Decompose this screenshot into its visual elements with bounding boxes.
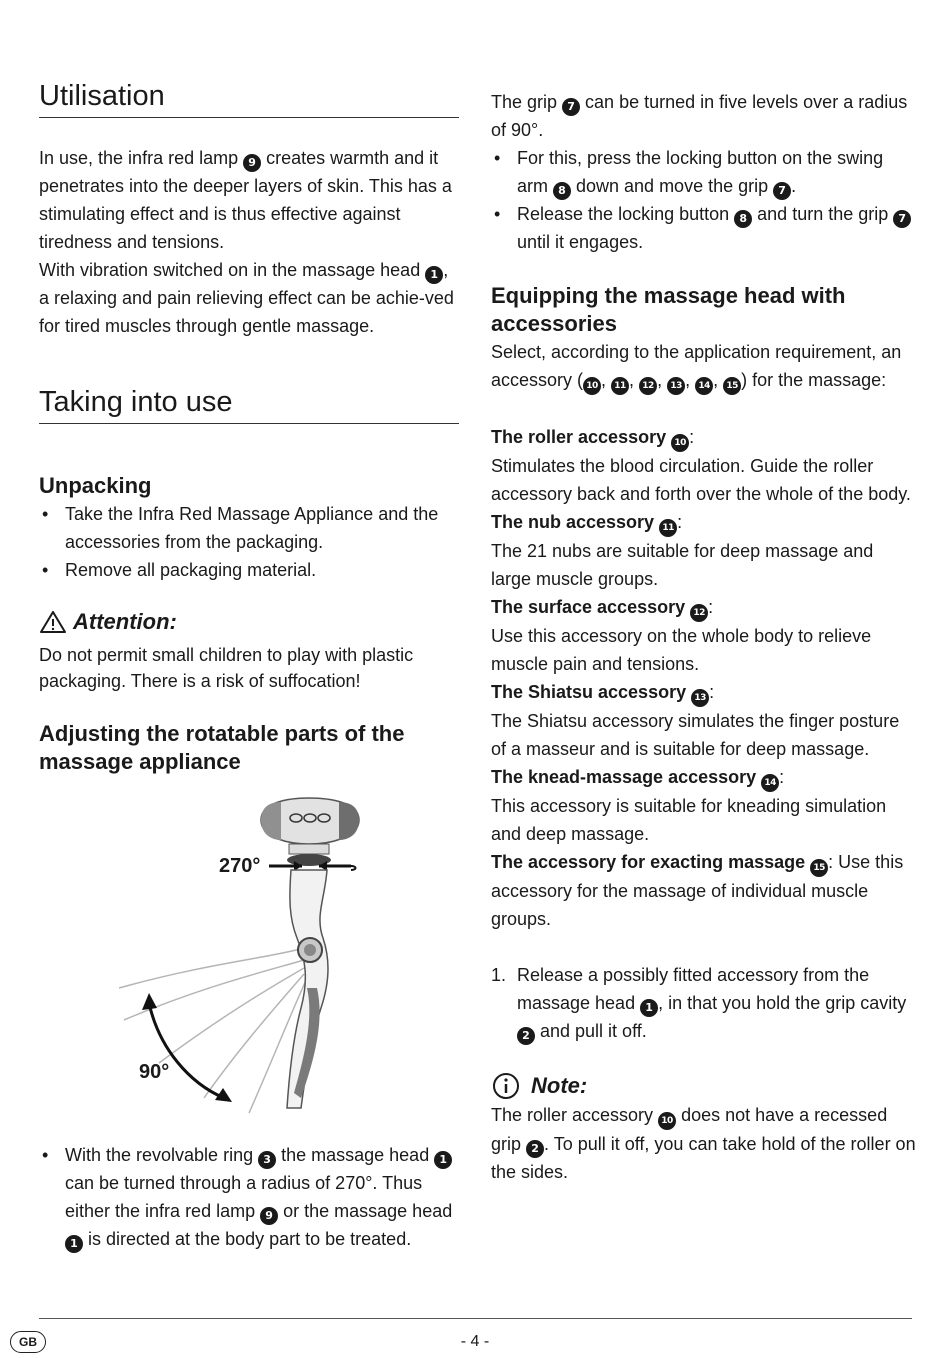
ref-number-badge: 1: [640, 999, 658, 1017]
ref-number-badge: 14: [695, 377, 713, 395]
step-number: 1.: [491, 965, 507, 985]
list-item: • Remove all packaging material.: [39, 556, 459, 584]
list-item: • With the revolvable ring 3 the massage head 1 can be turned through a radius of 270°. Thus either the infra red lamp 9 or the massage head 1 is directed at the body part to be treated.: [39, 1141, 459, 1253]
note-text: The roller accessory 10 does not have a recessed grip 2 . To pull it off, you can take hold of the roller on the sides.: [491, 1105, 916, 1182]
ref-number-badge: 15: [723, 377, 741, 395]
step-1: 1. Release a possibly fitted accessory from the massage head 1 , in that you hold the grip cavity 2 and pull it off.: [491, 961, 916, 1045]
taking-into-use-heading: Taking into use: [39, 384, 459, 424]
ref-number-badge: 8: [553, 182, 571, 200]
ref-number-badge: 1: [65, 1235, 83, 1253]
accessory-surface: The surface accessory 12 : Use this accessory on the whole body to relieve muscle pain and tensions.: [491, 597, 872, 674]
ref-number-badge: 1: [425, 266, 443, 284]
ref-number-badge: 13: [667, 377, 685, 395]
ref-number-badge: 14: [761, 774, 779, 792]
ref-number-badge: 11: [611, 377, 629, 395]
label-90-degrees: 90°: [139, 1061, 170, 1083]
unpacking-heading: Unpacking: [39, 473, 152, 498]
list-item: • Release the locking button 8 and turn the grip 7 until it engages.: [491, 200, 916, 256]
accessory-exacting: The accessory for exacting massage 15 : Use this accessory for the massage of individual muscle groups.: [491, 852, 904, 929]
ref-number-badge: 12: [639, 377, 657, 395]
grip-intro: The grip 7 can be turned in five levels over a radius of 90°.: [491, 92, 908, 140]
ref-number-badge: 9: [243, 154, 261, 172]
ref-number-badge: 9: [260, 1207, 278, 1225]
footer-divider: [39, 1318, 912, 1319]
unpacking-list: [39, 500, 459, 584]
ref-number-badge: 13: [691, 689, 709, 707]
ref-number-badge: 12: [690, 604, 708, 622]
label-270-degrees: 270°: [219, 855, 261, 877]
ref-number-badge: 10: [583, 377, 601, 395]
accessory-shiatsu: The Shiatsu accessory 13 : The Shiatsu accessory simulates the finger posture of a masseur and is suitable for deep massage.: [491, 682, 900, 759]
list-item: • Take the Infra Red Massage Appliance and the accessories from the packaging.: [39, 500, 459, 556]
massage-appliance-drawing: [39, 788, 459, 1133]
appliance-illustration: [39, 788, 459, 1133]
info-icon: [491, 1071, 521, 1101]
right-column: [491, 88, 916, 1186]
ref-number-badge: 7: [893, 210, 911, 228]
ref-number-badge: 7: [562, 98, 580, 116]
ref-number-badge: 2: [517, 1027, 535, 1045]
warning-triangle-icon: [39, 610, 67, 634]
accessory-roller: The roller accessory 10 : Stimulates the blood circulation. Guide the roller accessory back and forth over the whole of the body.: [491, 427, 911, 504]
language-badge: GB: [10, 1331, 46, 1353]
note-heading: Note:: [491, 1071, 916, 1101]
attention-text: Do not permit small children to play with plastic packaging. There is a risk of suffocation!: [39, 645, 414, 691]
ref-number-badge: 10: [671, 434, 689, 452]
ref-number-badge: 10: [658, 1112, 676, 1130]
utilisation-paragraph-1: In use, the infra red lamp 9 creates warmth and it penetrates into the deeper layers of skin. This has a stimulating effect and is thus effective against tiredness and tensions.: [39, 148, 452, 252]
ref-number-badge: 2: [526, 1140, 544, 1158]
utilisation-paragraph-2: With vibration switched on in the massage head 1 , a relaxing and pain relieving effect can be achie-ved for tired muscles through gentle massage.: [39, 260, 454, 336]
ref-number-badge: 11: [659, 519, 677, 537]
grip-list: [491, 144, 916, 256]
ref-number-badge: 8: [734, 210, 752, 228]
list-item: • For this, press the locking button on the swing arm 8 down and move the grip 7 .: [491, 144, 916, 200]
utilisation-heading: Utilisation: [39, 78, 459, 118]
attention-heading: Attention:: [39, 608, 459, 636]
ref-number-badge: 1: [434, 1151, 452, 1169]
ref-number-badge: 3: [258, 1151, 276, 1169]
page-number: - 4 -: [460, 1333, 490, 1350]
left-column: [39, 78, 459, 1253]
accessory-knead: The knead-massage accessory 14 : This accessory is suitable for kneading simulation and deep massage.: [491, 767, 887, 844]
equipping-intro: Select, according to the application requirement, an accessory ( 10 , 11 , 12 , 13 , 14 , 15 ) for the massage:: [491, 338, 916, 395]
ref-number-badge: 7: [773, 182, 791, 200]
accessory-nub: The nub accessory 11 : The 21 nubs are suitable for deep massage and large muscle groups.: [491, 512, 874, 589]
equipping-heading: Equipping the massage head with accessories: [491, 283, 846, 336]
adjusting-heading: Adjusting the rotatable parts of the massage appliance: [39, 721, 405, 774]
ref-number-badge: 15: [810, 859, 828, 877]
ring-list: [39, 1141, 459, 1253]
